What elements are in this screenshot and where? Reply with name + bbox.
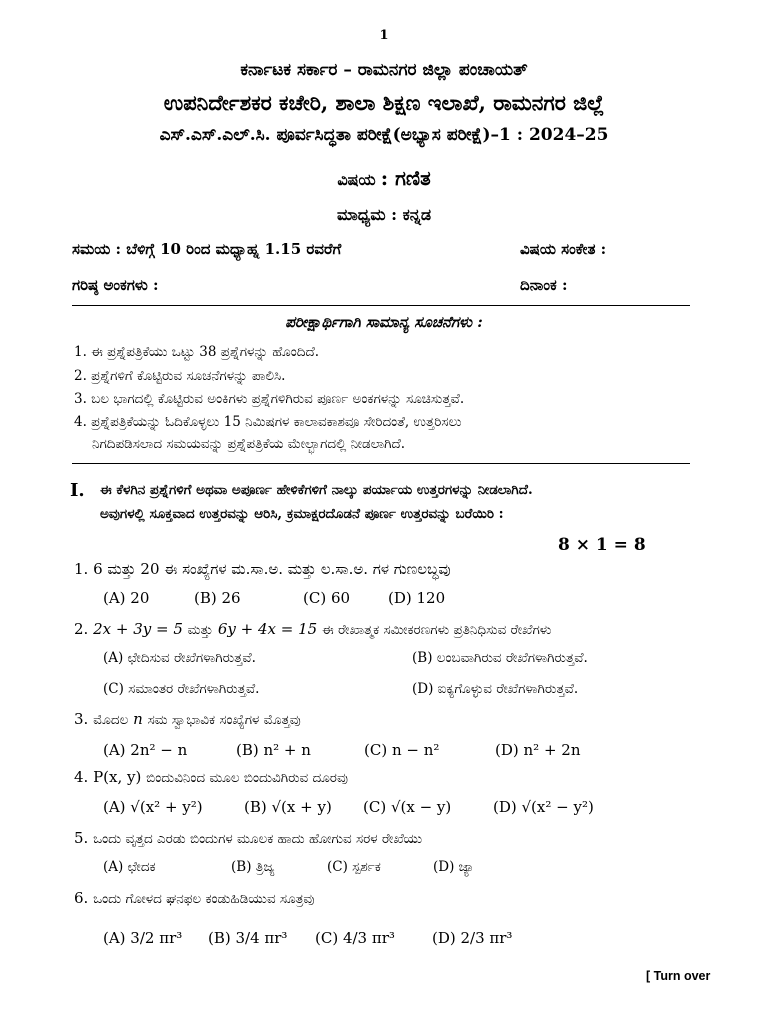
option-b[interactable]: (B) 26 xyxy=(194,589,241,607)
question-6 xyxy=(74,889,314,907)
exam-date: ದಿನಾಂಕ : xyxy=(520,276,568,294)
option-d[interactable]: (D) 2/3 πr³ xyxy=(432,929,513,947)
subject-code: ವಿಷಯ ಸಂಕೇತ : xyxy=(520,240,607,258)
instruction-item: ನಿಗದಿಪಡಿಸಲಾದ ಸಮಯವನ್ನು ಪ್ರಶ್ನೆಪತ್ರಿಕೆಯ ಮೇಲ್ಭಾಗದಲ್ಲಿ ನೀಡಲಾಗಿದೆ. xyxy=(92,436,406,452)
question-number: 3. xyxy=(74,710,89,728)
option-b[interactable]: (B) n² + n xyxy=(236,741,311,759)
section-instruction-1: ಈ ಕೆಳಗಿನ ಪ್ರಶ್ನೆಗಳಿಗೆ ಅಥವಾ ಅಪೂರ್ಣ ಹೇಳಿಕೆಗಳಿಗೆ ನಾಲ್ಕು ಪರ್ಯಾಯ ಉತ್ತರಗಳನ್ನು ನೀಡಲಾಗಿದೆ. xyxy=(100,482,533,498)
question-number: 4. xyxy=(74,768,89,786)
option-b[interactable]: (B) ತ್ರಿಜ್ಯ xyxy=(231,859,275,875)
section-instruction-2: ಅವುಗಳಲ್ಲಿ ಸೂಕ್ತವಾದ ಉತ್ತರವನ್ನು ಆರಿಸಿ, ಕ್ರಮಾಕ್ಷರದೊಡನೆ ಪೂರ್ಣ ಉತ್ತರವನ್ನು ಬರೆಯಿರಿ : xyxy=(100,506,504,522)
option-c[interactable]: (C) √(x − y) xyxy=(363,798,452,816)
option-b[interactable]: (B) 3/4 πr³ xyxy=(208,929,288,947)
question-text: ಬಿಂದುವಿನಿಂದ ಮೂಲ ಬಿಂದುವಿಗಿರುವ ದೂರವು xyxy=(146,770,348,786)
question-number: 2. xyxy=(74,620,89,638)
option-a[interactable]: (A) √(x² + y²) xyxy=(103,798,203,816)
option-a[interactable]: (A) 2n² − n xyxy=(103,741,188,759)
subject-value: : ಗಣಿತ xyxy=(380,166,431,190)
question-text: ಈ ರೇಖಾತ್ಮಕ ಸಮೀಕರಣಗಳು ಪ್ರತಿನಿಧಿಸುವ ರೇಖೆಗಳು xyxy=(321,622,552,638)
option-b[interactable]: (B) ಲಂಬವಾಗಿರುವ ರೇಖೆಗಳಾಗಿರುತ್ತವೆ. xyxy=(412,650,588,666)
option-c[interactable]: (C) n − n² xyxy=(364,741,440,759)
section-marks: 8 × 1 = 8 xyxy=(558,535,646,555)
point-expression: P(x, y) xyxy=(93,768,142,786)
option-d[interactable]: (D) ಐಕ್ಯಗೊಳ್ಳುವ ರೇಖೆಗಳಾಗಿರುತ್ತವೆ. xyxy=(412,681,579,697)
subject-label: ವಿಷಯ xyxy=(337,170,376,189)
question-4 xyxy=(74,768,348,786)
equation-1: 2x + 3y = 5 xyxy=(93,620,183,638)
header-line-3: ಎಸ್.ಎಸ್.ಎಲ್.ಸಿ. ಪೂರ್ವಸಿದ್ಧತಾ ಪರೀಕ್ಷೆ(ಅಭ್ಯಾಸ ಪರೀಕ್ಷೆ)–1 : 2024–25 xyxy=(159,125,609,145)
option-d[interactable]: (D) √(x² − y²) xyxy=(493,798,594,816)
instruction-item: 1. ಈ ಪ್ರಶ್ನೆಪತ್ರಿಕೆಯು ಒಟ್ಟು 38 ಪ್ರಶ್ನೆಗಳನ್ನು ಹೊಂದಿದೆ. xyxy=(74,344,320,360)
question-number: 5. xyxy=(74,829,89,847)
page-number: 1 xyxy=(379,28,389,43)
option-a[interactable]: (A) ಛೇದಕ xyxy=(103,859,156,875)
variable-n: n xyxy=(133,710,143,728)
instruction-item: 3. ಬಲ ಭಾಗದಲ್ಲಿ ಕೊಟ್ಟಿರುವ ಅಂಕಿಗಳು ಪ್ರಶ್ನೆಗಳಿಗಿರುವ ಪೂರ್ಣ ಅಂಕಗಳನ್ನು ಸೂಚಿಸುತ್ತವೆ. xyxy=(74,391,465,407)
option-c[interactable]: (C) 4/3 πr³ xyxy=(315,929,395,947)
question-text: ಮತ್ತು xyxy=(187,622,214,638)
option-d[interactable]: (D) 120 xyxy=(388,589,446,607)
question-text: ಸಮ ಸ್ವಾಭಾವಿಕ ಸಂಖ್ಯೆಗಳ ಮೊತ್ತವು xyxy=(147,712,301,728)
option-a[interactable]: (A) ಛೇದಿಸುವ ರೇಖೆಗಳಾಗಿರುತ್ತವೆ. xyxy=(103,650,256,666)
question-text: 6 ಮತ್ತು 20 ಈ ಸಂಖ್ಯೆಗಳ ಮ.ಸಾ.ಅ. ಮತ್ತು ಲ.ಸಾ.ಅ. ಗಳ ಗುಣಲಬ್ಧವು xyxy=(93,560,451,578)
question-2 xyxy=(74,620,551,638)
option-c[interactable]: (C) ಸ್ಪರ್ಶಕ xyxy=(327,859,381,875)
turn-over-note: [ Turn over xyxy=(646,969,711,983)
option-d[interactable]: (D) ಜ್ಯಾ xyxy=(433,859,475,875)
question-text: ಒಂದು ವೃತ್ತದ ಎರಡು ಬಿಂದುಗಳ ಮೂಲಕ ಹಾದು ಹೋಗುವ ಸರಳ ರೇಖೆಯು xyxy=(93,831,423,847)
medium-line: ಮಾಧ್ಯಮ : ಕನ್ನಡ xyxy=(336,205,432,224)
option-a[interactable]: (A) 20 xyxy=(103,589,150,607)
instruction-item: 2. ಪ್ರಶ್ನೆಗಳಿಗೆ ಕೊಟ್ಟಿರುವ ಸೂಚನೆಗಳನ್ನು ಪಾಲಿಸಿ. xyxy=(74,368,286,384)
header-line-1: ಕರ್ನಾಟಕ ಸರ್ಕಾರ – ರಾಮನಗರ ಜಿಲ್ಲಾ ಪಂಚಾಯತ್ xyxy=(240,60,528,80)
option-b[interactable]: (B) √(x + y) xyxy=(244,798,332,816)
option-a[interactable]: (A) 3/2 πr³ xyxy=(103,929,183,947)
question-number: 1. xyxy=(74,560,89,578)
section-number: I. xyxy=(70,480,85,501)
question-number: 6. xyxy=(74,889,89,907)
question-text: ಮೊದಲ xyxy=(93,712,129,728)
question-3 xyxy=(74,710,301,728)
option-c[interactable]: (C) 60 xyxy=(303,589,351,607)
header-line-2: ಉಪನಿರ್ದೇಶಕರ ಕಚೇರಿ, ಶಾಲಾ ಶಿಕ್ಷಣ ಇಲಾಖೆ, ರಾಮನಗರ ಜಿಲ್ಲೆ xyxy=(163,90,605,115)
divider-top xyxy=(72,305,690,306)
option-c[interactable]: (C) ಸಮಾಂತರ ರೇಖೆಗಳಾಗಿರುತ್ತವೆ. xyxy=(103,681,260,697)
exam-time: ಸಮಯ : ಬೆಳಿಗ್ಗೆ 10 ರಿಂದ ಮಧ್ಯಾಹ್ನ 1.15 ರವರೆಗೆ xyxy=(72,240,342,258)
equation-2: 6y + 4x = 15 xyxy=(217,620,318,638)
subject-line xyxy=(0,166,768,190)
instruction-item: 4. ಪ್ರಶ್ನೆಪತ್ರಿಕೆಯನ್ನು ಓದಿಕೊಳ್ಳಲು 15 ನಿಮಿಷಗಳ ಕಾಲಾವಕಾಶವೂ ಸೇರಿದಂತೆ, ಉತ್ತರಿಸಲು xyxy=(74,414,462,430)
divider-bottom xyxy=(72,463,690,464)
question-1 xyxy=(74,560,451,578)
max-marks: ಗರಿಷ್ಠ ಅಂಕಗಳು : xyxy=(72,276,159,294)
question-5 xyxy=(74,829,422,847)
option-d[interactable]: (D) n² + 2n xyxy=(495,741,581,759)
instructions-title: ಪರೀಕ್ಷಾರ್ಥಿಗಾಗಿ ಸಾಮಾನ್ಯ ಸೂಚನೆಗಳು : xyxy=(285,313,483,331)
question-text: ಒಂದು ಗೋಳದ ಘನಫಲ ಕಂಡುಹಿಡಿಯುವ ಸೂತ್ರವು xyxy=(93,891,315,907)
